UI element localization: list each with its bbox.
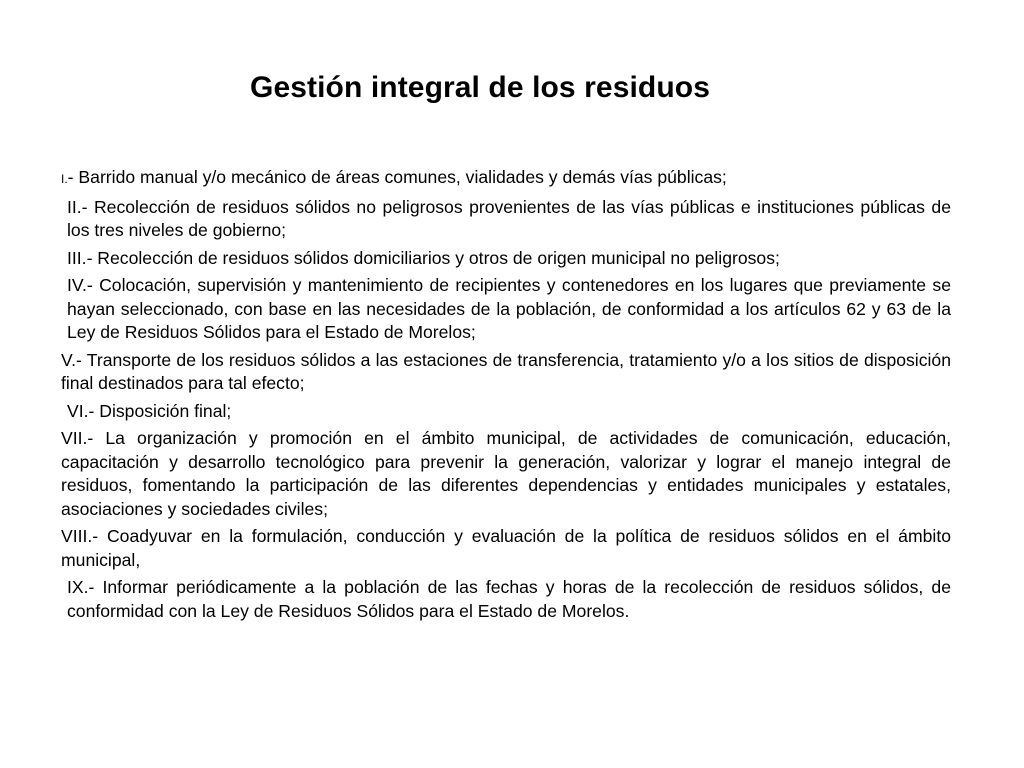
item-number: I. [61,172,68,186]
slide-title [0,68,1024,108]
item-text: - Informar periódicamente a la población de las fechas y horas de la recolección de residuos sólidos, de conformidad con la Ley de Residuos Sólidos para el Estado de Morelos. [67,577,951,621]
item-text: - Transporte de los residuos sólidos a las estaciones de transferencia, tratamiento y/o a los sitios de disposición final destinados para tal efecto; [61,349,951,393]
fraction-list [61,166,951,627]
item-number: VII. [61,428,88,448]
item-text: - Recolección de residuos sólidos domiciliarios y otros de origen municipal no peligrosos; [86,247,780,268]
item-text: - Colocación, supervisión y mantenimiento de recipientes y contenedores en los lugares que previamente se hayan seleccionado, con base en las necesidades de la población, de conformidad a los artículos 62 y 63 de la Ley de Residuos Sólidos para el Estado de Morelos; [67,275,951,342]
list-item [61,525,951,572]
item-number: V. [61,349,77,370]
slide-title-text: Gestión integral de los residuos [250,71,710,104]
item-text: - Disposición final; [88,400,232,421]
list-item [61,166,951,192]
item-number: III. [67,247,87,268]
list-item [61,349,951,396]
item-text: - La organización y promoción en el ámbito municipal, de actividades de comunicación, educación, capacitación y desarrollo tecnológico para prevenir la generación, valorizar y lograr el manejo integral de residuos, fomentando la participación de las diferentes dependencias y entidades municipales y estatales, asociaciones y sociedades civiles; [61,428,951,519]
item-text: - Barrido manual y/o mecánico de áreas comunes, vialidades y demás vías públicas; [67,167,727,187]
list-item [61,576,951,623]
list-item [61,427,951,521]
item-text: - Coadyuvar en la formulación, conducción y evaluación de la política de residuos sólidos en el ámbito municipal, [61,526,951,570]
item-text: - Recolección de residuos sólidos no peligrosos provenientes de las vías públicas e instituciones públicas de los tres niveles de gobierno; [67,196,951,240]
list-item [61,196,951,243]
list-item [61,274,951,345]
item-number: VI. [67,400,89,421]
item-number: II. [67,196,82,217]
item-number: VIII. [61,526,93,546]
list-item [61,247,951,271]
list-item [61,400,951,424]
item-number: IX. [67,577,89,597]
item-number: IV. [67,275,87,295]
